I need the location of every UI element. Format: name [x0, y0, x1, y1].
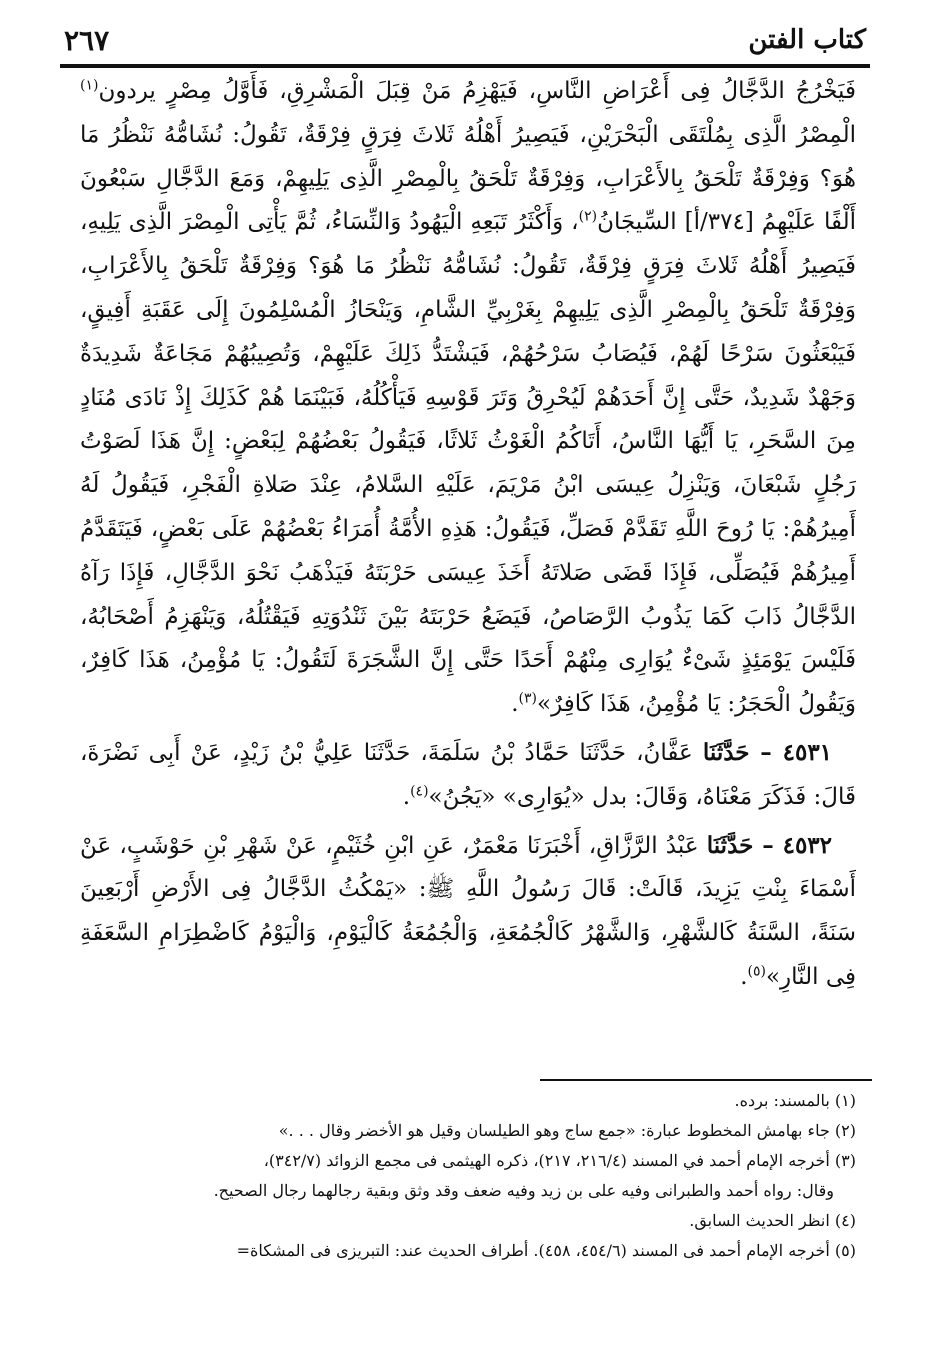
footnote-5: (٥) أخرجه الإمام أحمد فى المسند (٤٥٤/٦، ٤٥٨). أطراف الحديث عند: التبريزى فى المشكاة= [236, 1241, 856, 1260]
text-segment: . [402, 783, 411, 810]
footnote-ref-4[interactable]: (٤) [410, 783, 429, 800]
text-segment: الْمِصْرُ الَّذِى بِمُلْتَقَى الْبَحْرَيْنِ، فَيَصِيرُ أَهْلُهُ ثَلاثَ فِرَقٍ فِرْقَةٌ، تَقُولُ: نُشَامُّهُ نَنْظُرُ مَا هُوَ؟ وَفِرْقَةٌ تَلْحَقُ بِالأَعْرَابِ، وَفِرْقَةٌ تَلْحَقُ بِالْمِصْرِ الَّذِى يَلِيهِمْ، وَمَعَ الدَّجَّالِ سَبْعُونَ أَلْفًا عَلَيْهِمُ [٣٧٤/أ] السِّيجَانُ [80, 121, 856, 236]
footnote-2: (٢) جاء بهامش المخطوط عبارة: «جمع ساج وهو الطيلسان وقيل هو الأخضر وقال . . .» [278, 1121, 856, 1140]
text-segment: . [511, 691, 519, 718]
hadith-number: ٤٥٣١ – حَدَّثَنَا [702, 738, 833, 766]
footnote-4: (٤) انظر الحديث السابق. [689, 1211, 856, 1230]
text-segment: عَفَّانُ، حَدَّثَنَا حَمَّادُ بْنُ سَلَمَةَ، حَدَّثَنَا عَلِيُّ بْنُ زَيْدٍ، عَنْ أَبِى نَضْرَةَ، قَالَ: فَذَكَرَ مَعْنَاهُ، وَقَالَ: بدل «يُوَارِى» «يَجُنُ» [80, 739, 856, 810]
footnotes [80, 1086, 856, 1266]
footnote-divider [540, 1079, 872, 1081]
page-header [64, 20, 866, 60]
footnote-1: (١) بالمسند: برده. [734, 1091, 856, 1110]
text-segment: عَبْدُ الرَّزَّاقِ، أَخْبَرَنَا مَعْمَرٌ، عَنِ ابْنِ خُثَيْمٍ، عَنْ شَهْرِ بْنِ حَوْشَبٍ، عَنْ أَسْمَاءَ بِنْتِ يَزِيدَ، قَالَتْ: قَالَ رَسُولُ اللَّهِ ﷺ: «يَمْكُثُ الدَّجَّالُ فِى الأَرْضِ أَرْبَعِينَ سَنَةً، السَّنَةُ كَالشَّهْرِ، وَالشَّهْرُ كَالْجُمُعَةِ، وَالْجُمُعَةُ كَالْيَوْمِ، وَالْيَوْمُ كَاضْطِرَامِ السَّعَفَةِ فِى النَّارِ» [80, 832, 856, 990]
footnote-ref-5[interactable]: (٥) [747, 963, 766, 980]
header-rule [60, 64, 870, 68]
page-number: ٢٦٧ [64, 23, 110, 57]
text-segment: فَيَخْرُجُ الدَّجَّالُ فِى أَعْرَاضِ النَّاسِ، فَيَهْزِمُ مَنْ قِبَلَ الْمَشْرِقِ، فَأَوَّلُ مِصْرٍ يردون [98, 78, 856, 104]
text-segment: . [740, 963, 748, 990]
hadith-4532 [80, 824, 856, 1000]
book-title: كتاب الفتن [748, 25, 866, 55]
footnote-3: (٣) أخرجه الإمام أحمد في المسند (٢١٦/٤، ٢١٧)، ذكره الهيثمى فى مجمع الزوائد (٣٤٢/٧)، [263, 1151, 856, 1170]
paragraph-continuation [80, 70, 856, 727]
hadith-4531 [80, 731, 856, 820]
footnote-ref-3[interactable]: (٣) [518, 690, 537, 707]
text-segment: ، وَأَكْثَرُ تَبَعِهِ الْيَهُودُ وَالنِّسَاءُ، ثُمَّ يَأْتِى الْمِصْرَ الَّذِى يَلِيهِ، فَيَصِيرُ أَهْلُهُ ثَلاثَ فِرَقٍ فِرْقَةٌ، تَقُولُ: نُشَامُّهُ نَنْظُرُ مَا هُوَ؟ وَفِرْقَةٌ تَلْحَقُ بِالأَعْرَابِ، وَفِرْقَةٌ تَلْحَقُ بِالْمِصْرِ الَّذِى يَلِيهِمْ بِغَرْبِيِّ الشَّامِ، وَيَنْحَازُ الْمُسْلِمُونَ إِلَى عَقَبَةِ أَفِيقٍ، فَيَبْعَثُونَ سَرْحًا لَهُمْ، فَيُصَابُ سَرْحُهُمْ، فَيَشْتَدُّ ذَلِكَ عَلَيْهِمْ، وَتُصِيبُهُمْ مَجَاعَةٌ شَدِيدَةٌ وَجَهْدٌ شَدِيدٌ، حَتَّى إِنَّ أَحَدَهُمْ لَيُحْرِقُ وَتَرَ قَوْسِهِ فَيَأْكُلُهُ، فَبَيْنَمَا هُمْ كَذَلِكَ إِذْ نَادَى مُنَادٍ مِنَ السَّحَرِ، يَا أَيُّهَا النَّاسُ، أَتَاكُمُ الْغَوْثُ ثَلاثًا، فَيَقُولُ بَعْضُهُمْ لِبَعْضٍ: إِنَّ هَذَا لَصَوْتُ رَجُلٍ شَبْعَانَ، وَيَنْزِلُ عِيسَى ابْنُ مَرْيَمَ، عَلَيْهِ السَّلامُ، عِنْدَ صَلاةِ الْفَجْرِ، فَيَقُولُ لَهُ أَمِيرُهُمْ: يَا رُوحَ اللَّهِ تَقَدَّمْ فَصَلِّ، فَيَقُولُ: هَذِهِ الأُمَّةُ أُمَرَاءُ بَعْضُهُمْ عَلَى بَعْضٍ، فَيَتَقَدَّمُ أَمِيرُهُمْ فَيُصَلِّى، فَإِذَا قَضَى صَلاتَهُ أَخَذَ عِيسَى حَرْبَتَهُ فَيَذْهَبُ نَحْوَ الدَّجَّالِ، فَإِذَا رَآهُ الدَّجَّالُ ذَابَ كَمَا يَذُوبُ الرَّصَاصُ، فَيَضَعُ حَرْبَتَهُ بَيْنَ ثَنْدُوَتِهِ فَيَقْتُلُهُ، وَيَنْهَزِمُ أَصْحَابُهُ، فَلَيْسَ يَوْمَئِذٍ شَىْءٌ يُوَارِى مِنْهُمْ أَحَدًا حَتَّى إِنَّ الشَّجَرَةَ لَتَقُولُ: يَا مُؤْمِنُ، هَذَا كَافِرٌ، وَيَقُولُ الْحَجَرُ: يَا مُؤْمِنُ، هَذَا كَافِرٌ» [80, 209, 856, 718]
footnote-ref-2[interactable]: (٢) [578, 208, 598, 225]
hadith-number: ٤٥٣٢ – حَدَّثَنَا [706, 831, 833, 859]
footnote-3-continued: وقال: رواه أحمد والطبرانى وفيه على بن زيد وفيه ضعف وقد وثق وبقية رجالهما رجال الصحيح. [213, 1181, 834, 1200]
footnote-ref-1[interactable]: (١) [80, 77, 99, 94]
main-text [80, 70, 856, 1000]
